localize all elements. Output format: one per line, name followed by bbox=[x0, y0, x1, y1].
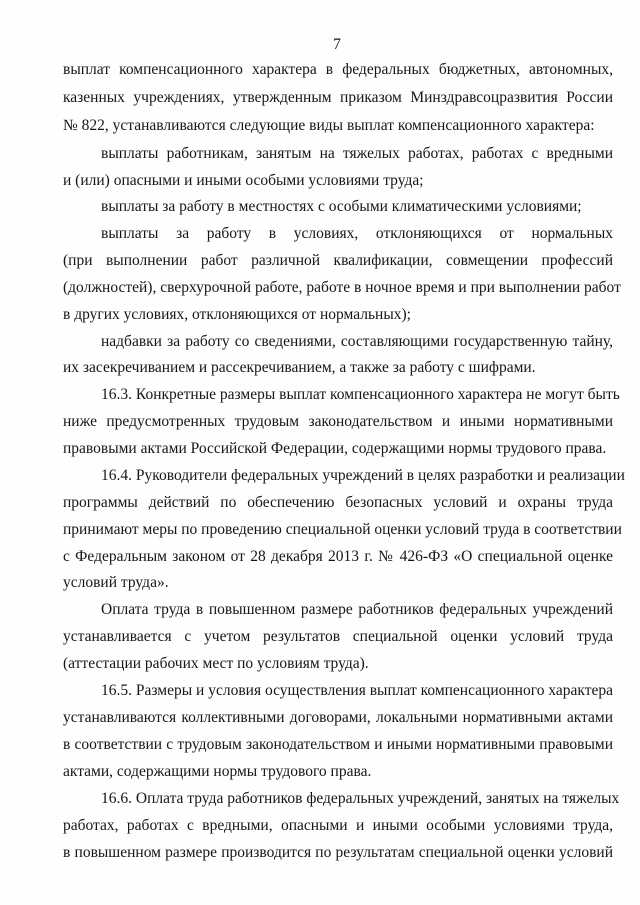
text-line: работах, работах с вредными, опасными и иными особыми условиями труда, bbox=[63, 817, 613, 834]
text-line: надбавки за работу со сведениями, составляющими государственную тайну, bbox=[101, 333, 613, 350]
text-line: (аттестации рабочих мест по условиям труда). bbox=[63, 655, 369, 672]
page-number: 7 bbox=[333, 36, 341, 53]
text-line: устанавливается с учетом результатов специальной оценки условий труда bbox=[63, 628, 613, 645]
text-line: 16.4. Руководители федеральных учреждений в целях разработки и реализации bbox=[101, 467, 625, 484]
text-line: (должностей), сверхурочной работе, работе в ночное время и при выполнении работ bbox=[63, 279, 621, 296]
text-line: и (или) опасными и иными особыми условиями труда; bbox=[63, 172, 424, 189]
text-line: условий труда». bbox=[63, 574, 169, 591]
text-line: выплат компенсационного характера в федеральных бюджетных, автономных, bbox=[63, 61, 613, 78]
text-line: принимают меры по проведению специальной оценки условий труда в соответствии bbox=[63, 521, 622, 538]
text-line: выплаты работникам, занятым на тяжелых работах, работах с вредными bbox=[101, 145, 613, 162]
text-line: 16.6. Оплата труда работников федеральных учреждений, занятых на тяжелых bbox=[101, 790, 620, 807]
text-line: выплаты за работу в местностях с особыми климатическими условиями; bbox=[101, 198, 582, 215]
text-line: в соответствии с трудовым законодательством и иными нормативными правовыми bbox=[63, 736, 613, 753]
text-line: № 822, устанавливаются следующие виды выплат компенсационного характера: bbox=[63, 117, 595, 134]
text-line: их засекречиванием и рассекречиванием, а также за работу с шифрами. bbox=[63, 359, 536, 376]
text-line: программы действий по обеспечению безопасных условий и охраны труда bbox=[63, 494, 613, 511]
text-line: с Федеральным законом от 28 декабря 2013 г. № 426-ФЗ «О специальной оценке bbox=[63, 548, 613, 565]
text-line: (при выполнении работ различной квалификации, совмещении профессий bbox=[63, 252, 613, 269]
text-line: в повышенном размере производится по результатам специальной оценки условий bbox=[63, 844, 613, 861]
text-line: казенных учреждениях, утвержденным приказом Минздравсоцразвития России bbox=[63, 89, 613, 106]
text-line: ниже предусмотренных трудовым законодательством и иными нормативными bbox=[63, 413, 613, 430]
text-line: устанавливаются коллективными договорами, локальными нормативными актами bbox=[63, 709, 613, 726]
text-line: актами, содержащими нормы трудового права. bbox=[63, 763, 372, 780]
text-line: в других условиях, отклоняющихся от нормальных); bbox=[63, 306, 411, 323]
text-line: правовыми актами Российской Федерации, содержащими нормы трудового права. bbox=[63, 440, 607, 457]
text-line: 16.3. Конкретные размеры выплат компенсационного характера не могут быть bbox=[101, 386, 620, 403]
text-line: выплаты за работу в условиях, отклоняющихся от нормальных bbox=[101, 225, 613, 242]
text-line: Оплата труда в повышенном размере работников федеральных учреждений bbox=[101, 601, 613, 618]
text-line: 16.5. Размеры и условия осуществления выплат компенсационного характера bbox=[101, 682, 613, 699]
